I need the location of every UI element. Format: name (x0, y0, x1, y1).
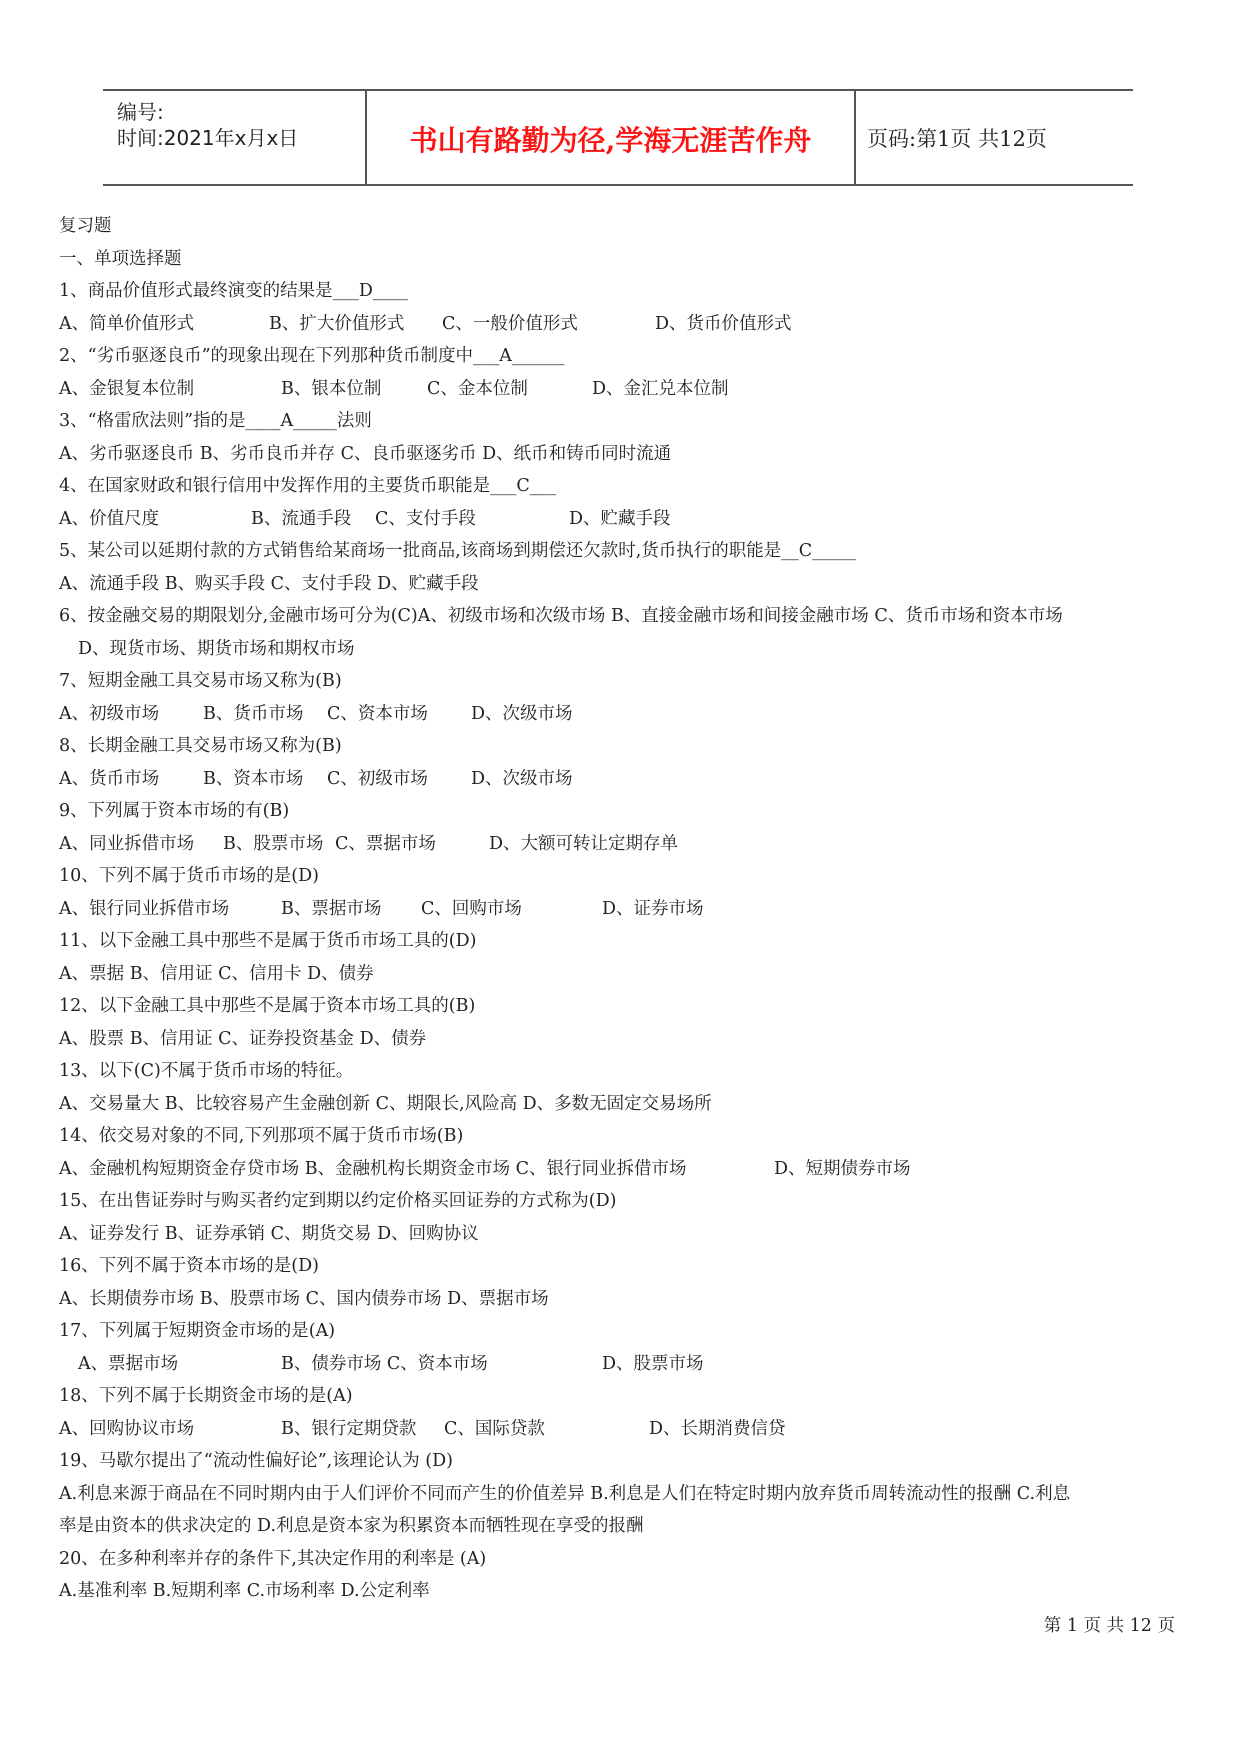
answer-option: B、流通手段 (251, 508, 352, 529)
document-body (59, 210, 1179, 1608)
answer-option: A、简单价值形式 (59, 313, 195, 334)
question-line: 17、下列属于短期资金市场的是(A) (59, 1321, 336, 1341)
text-line: A、流通手段 B、购买手段 C、支付手段 D、贮藏手段 (59, 573, 479, 594)
header-motto-cell (365, 91, 856, 184)
header-page-cell (854, 91, 1133, 184)
answer-option: C、支付手段 (375, 508, 476, 529)
answer-option: D、贮藏手段 (569, 508, 671, 529)
text-line: A、长期债券市场 B、股票市场 C、国内债券市场 D、票据市场 (59, 1288, 549, 1309)
document-header (103, 89, 1133, 186)
answer-option: B、债券市场 C、资本市场 (281, 1353, 488, 1374)
text-line: D、现货市场、期货市场和期权市场 (78, 638, 355, 659)
question-line: 18、下列不属于长期资金市场的是(A) (59, 1386, 353, 1406)
text-line: A.利息来源于商品在不同时期内由于人们评价不同而产生的价值差异 B.利息是人们在特定时期内放弃货币周转流动性的报酬 C.利息 (59, 1483, 1071, 1504)
answer-options-line (59, 893, 1179, 926)
answer-option: C、回购市场 (421, 898, 522, 919)
answer-option: B、银行定期贷款 (281, 1418, 417, 1439)
text-line: A、交易量大 B、比较容易产生金融创新 C、期限长,风险高 D、多数无固定交易场所 (59, 1093, 712, 1114)
answer-option: A、价值尺度 (59, 508, 160, 529)
number-label: 编号: (117, 100, 164, 124)
answer-option: B、股票市场 (223, 833, 324, 854)
answer-option: C、资本市场 (327, 703, 428, 724)
answer-options-line (59, 1413, 1179, 1446)
page-number-info: 页码:第1页 共12页 (867, 127, 1047, 151)
text-line: A、证券发行 B、证券承销 C、期货交易 D、回购协议 (59, 1223, 479, 1244)
question-line: 2、“劣币驱逐良币”的现象出现在下列那种货币制度中___A______ (59, 346, 565, 366)
answer-option: D、证券市场 (602, 898, 704, 919)
text-line: A、劣币驱逐良币 B、劣币良币并存 C、良币驱逐劣币 D、纸币和铸币同时流通 (59, 443, 672, 464)
question-line: 9、下列属于资本市场的有(B) (59, 801, 290, 821)
question-line: 7、短期金融工具交易市场又称为(B) (59, 671, 342, 691)
answer-option: A、金融机构短期资金存贷市场 B、金融机构长期资金市场 C、银行同业拆借市场 (59, 1158, 687, 1179)
question-line: 20、在多种利率并存的条件下,其决定作用的利率是 (A) (59, 1548, 487, 1569)
question-line: 1、商品价值形式最终演变的结果是___D____ (59, 281, 408, 301)
answer-options-line (59, 698, 1179, 731)
answer-option: A、金银复本位制 (59, 378, 195, 399)
answer-option: D、股票市场 (602, 1353, 704, 1374)
answer-option: D、大额可转让定期存单 (489, 833, 679, 854)
answer-option: D、次级市场 (471, 768, 573, 789)
answer-option: A、同业拆借市场 (59, 833, 195, 854)
header-left-cell (103, 91, 365, 184)
answer-options-line (59, 1153, 1179, 1186)
answer-option: A、初级市场 (59, 703, 160, 724)
answer-option: D、次级市场 (471, 703, 573, 724)
answer-options-line (59, 373, 1179, 406)
answer-options-line (59, 308, 1179, 341)
text-line: A.基准利率 B.短期利率 C.市场利率 D.公定利率 (59, 1581, 430, 1601)
answer-options-line (59, 763, 1179, 796)
question-line: 14、依交易对象的不同,下列那项不属于货币市场(B) (59, 1126, 464, 1146)
text-line: A、股票 B、信用证 C、证券投资基金 D、债券 (59, 1028, 427, 1049)
answer-options-line (59, 828, 1179, 861)
answer-option: B、票据市场 (281, 898, 382, 919)
answer-option: B、货币市场 (203, 703, 304, 724)
answer-options-line (59, 503, 1179, 536)
question-line: 4、在国家财政和银行信用中发挥作用的主要货币职能是___C___ (59, 476, 557, 496)
answer-option: B、资本市场 (203, 768, 304, 789)
answer-option: D、长期消费信贷 (649, 1418, 786, 1439)
answer-option: B、扩大价值形式 (269, 313, 405, 334)
answer-option: C、金本位制 (427, 378, 528, 399)
answer-options-line (59, 1348, 1179, 1381)
motto-text: 书山有路勤为径,学海无涯苦作舟 (409, 124, 812, 157)
question-line: 5、某公司以延期付款的方式销售给某商场一批商品,该商场到期偿还欠款时,货币执行的职能是__C_____ (59, 541, 856, 561)
answer-option: A、货币市场 (59, 768, 160, 789)
answer-option: D、金汇兑本位制 (592, 378, 729, 399)
text-line: A、票据 B、信用证 C、信用卡 D、债券 (59, 963, 374, 984)
question-line: 3、“格雷欣法则”指的是____A_____法则 (59, 411, 372, 431)
question-line: 16、下列不属于资本市场的是(D) (59, 1256, 319, 1276)
page-footer: 第 1 页 共 12 页 (1043, 1616, 1175, 1636)
doc-title: 复习题 (59, 216, 112, 236)
answer-option: D、货币价值形式 (655, 313, 792, 334)
answer-option: C、一般价值形式 (442, 313, 578, 334)
question-line: 6、按金融交易的期限划分,金融市场可分为(C)A、初级市场和次级市场 B、直接金融市场和间接金融市场 C、货币市场和资本市场 (59, 606, 1063, 626)
section-heading: 一、单项选择题 (59, 248, 182, 269)
answer-option: C、国际贷款 (444, 1418, 545, 1439)
question-line: 19、马歇尔提出了“流动性偏好论”,该理论认为 (D) (59, 1451, 453, 1471)
answer-option: B、银本位制 (281, 378, 382, 399)
question-line: 13、以下(C)不属于货币市场的特征。 (59, 1061, 354, 1081)
question-list (59, 275, 1179, 1608)
time-label: 时间:2021年x月x日 (117, 126, 299, 150)
question-line: 8、长期金融工具交易市场又称为(B) (59, 736, 342, 756)
text-line: 率是由资本的供求决定的 D.利息是资本家为积累资本而牺牲现在享受的报酬 (59, 1516, 644, 1536)
answer-option: C、票据市场 (335, 833, 436, 854)
question-line: 11、以下金融工具中那些不是属于货币市场工具的(D) (59, 931, 477, 951)
question-line: 10、下列不属于货币市场的是(D) (59, 866, 319, 886)
answer-option: A、银行同业拆借市场 (59, 898, 230, 919)
answer-option: C、初级市场 (327, 768, 428, 789)
answer-option: A、票据市场 (78, 1353, 179, 1374)
answer-option: A、回购协议市场 (59, 1418, 195, 1439)
question-line: 12、以下金融工具中那些不是属于资本市场工具的(B) (59, 996, 476, 1016)
question-line: 15、在出售证券时与购买者约定到期以约定价格买回证券的方式称为(D) (59, 1191, 617, 1211)
answer-option: D、短期债券市场 (774, 1158, 911, 1179)
